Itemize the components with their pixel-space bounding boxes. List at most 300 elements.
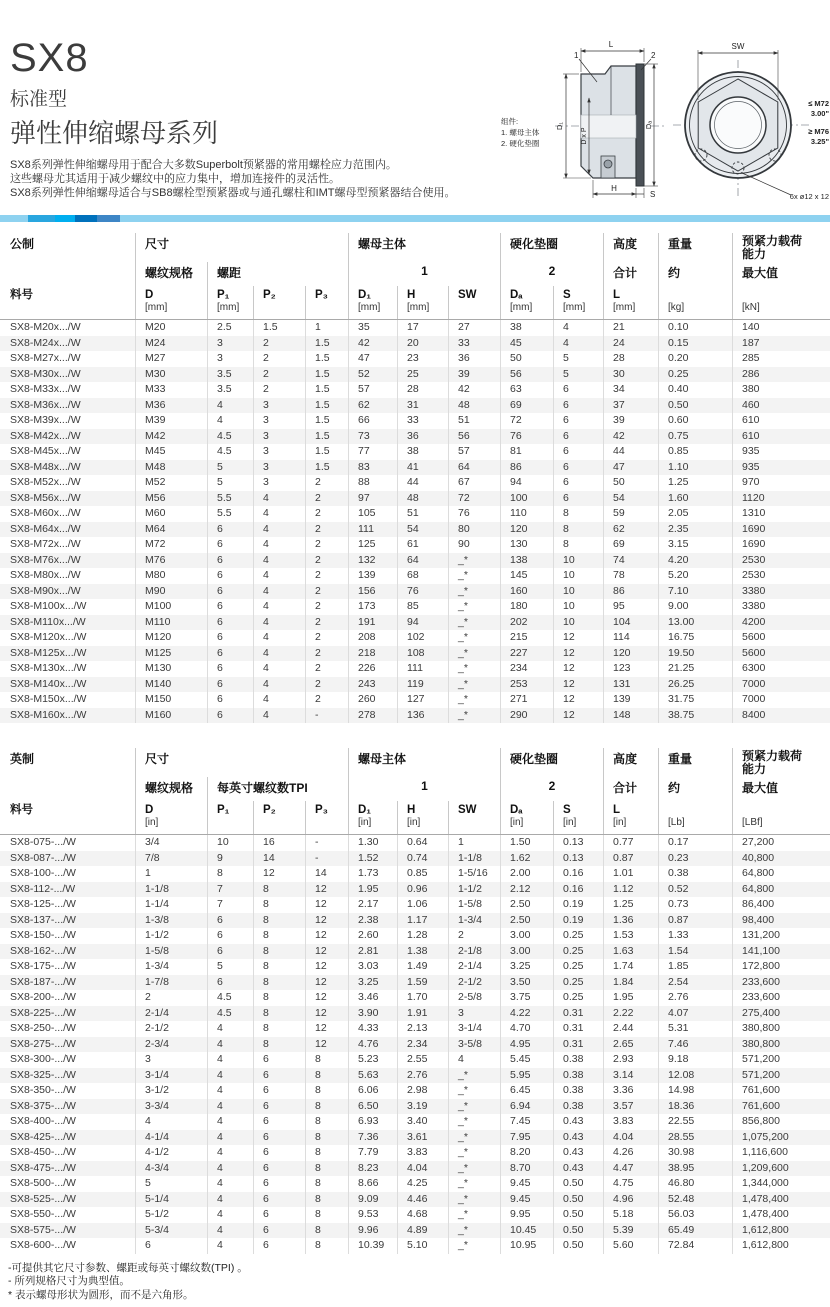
table-cell: 1-5/16 bbox=[448, 866, 500, 882]
table-row bbox=[0, 599, 830, 615]
part-number-cell: SX8-112-.../W bbox=[10, 882, 76, 895]
range-large-inch: 3.25" bbox=[810, 137, 829, 146]
table-cell: 6 bbox=[253, 1083, 305, 1099]
table-cell: 290 bbox=[500, 708, 553, 724]
table-cell: 9.53 bbox=[348, 1207, 397, 1223]
part-number-cell: SX8-M27x.../W bbox=[10, 352, 81, 364]
table-cell: 33 bbox=[448, 336, 500, 352]
table-row bbox=[0, 692, 830, 708]
table-cell: 3.83 bbox=[603, 1114, 658, 1130]
table-cell: 6 bbox=[253, 1114, 305, 1130]
table-cell: 57 bbox=[348, 382, 397, 398]
table-row bbox=[0, 866, 830, 882]
table-cell: 3.50 bbox=[500, 975, 553, 991]
table-cell: 2 bbox=[305, 646, 348, 662]
table-cell: 4.76 bbox=[348, 1037, 397, 1053]
table-cell: 47 bbox=[348, 351, 397, 367]
table-row bbox=[0, 615, 830, 631]
table-cell: 2.54 bbox=[658, 975, 732, 991]
diagram-legend-item-1: 1. 螺母主体 bbox=[501, 128, 540, 137]
group-washer: 硬化垫圈 bbox=[500, 748, 603, 777]
table-cell: 172,800 bbox=[732, 959, 830, 975]
table-row bbox=[0, 928, 830, 944]
table-cell: 38 bbox=[500, 320, 553, 336]
table-cell: 2.44 bbox=[603, 1021, 658, 1037]
table-cell: 12 bbox=[253, 866, 305, 882]
table-row bbox=[0, 584, 830, 600]
table-cell: 2-1/8 bbox=[448, 944, 500, 960]
table-cell: 108 bbox=[397, 646, 448, 662]
table-cell: 10 bbox=[553, 584, 603, 600]
table-cell: 8.70 bbox=[500, 1161, 553, 1177]
table-cell: 10 bbox=[553, 599, 603, 615]
group-washer: 硬化垫圈 bbox=[500, 233, 603, 262]
table-cell: 0.50 bbox=[553, 1223, 603, 1239]
table-cell: 156 bbox=[348, 584, 397, 600]
table-cell: 37 bbox=[603, 398, 658, 414]
diagram-legend-item-2: 2. 硬化垫圈 bbox=[501, 139, 540, 148]
table-cell: 7 bbox=[207, 897, 253, 913]
table-cell: 40,800 bbox=[732, 851, 830, 867]
table-cell: 54 bbox=[397, 522, 448, 538]
table-cell: 610 bbox=[732, 429, 830, 445]
table-cell: _* bbox=[448, 584, 500, 600]
range-small-label: ≤ M72 bbox=[808, 99, 829, 108]
accent-segment bbox=[55, 215, 75, 222]
table-row bbox=[0, 320, 830, 336]
dim-label-s: S bbox=[650, 190, 656, 199]
table-cell: 0.64 bbox=[397, 835, 448, 851]
subgroup-approx: 约 bbox=[658, 777, 732, 801]
table-cell: 6 bbox=[207, 928, 253, 944]
footnote: - 所列规格尺寸为典型值。 bbox=[8, 1275, 130, 1287]
table-cell: 8 bbox=[253, 1021, 305, 1037]
table-cell: 6.06 bbox=[348, 1083, 397, 1099]
table-cell: _* bbox=[448, 646, 500, 662]
table-cell: 4.04 bbox=[397, 1161, 448, 1177]
table-cell: 97 bbox=[348, 491, 397, 507]
table-cell: 856,800 bbox=[732, 1114, 830, 1130]
table-cell: 1.73 bbox=[348, 866, 397, 882]
table-cell: 2 bbox=[253, 336, 305, 352]
table-cell: 50 bbox=[500, 351, 553, 367]
table-cell: 4 bbox=[253, 677, 305, 693]
table-cell: 12 bbox=[305, 1021, 348, 1037]
table-cell: 0.77 bbox=[603, 835, 658, 851]
table-row bbox=[0, 568, 830, 584]
table-cell: 4 bbox=[207, 1223, 253, 1239]
table-cell: 69 bbox=[500, 398, 553, 414]
table-cell: 6 bbox=[207, 584, 253, 600]
table-cell: 21.25 bbox=[658, 661, 732, 677]
table-cell: 0.13 bbox=[553, 851, 603, 867]
table-row bbox=[0, 1037, 830, 1053]
table-cell: 12 bbox=[305, 1006, 348, 1022]
table-cell: 5 bbox=[553, 351, 603, 367]
front-view bbox=[673, 42, 829, 201]
table-cell: 3.00 bbox=[500, 928, 553, 944]
part-number-cell: SX8-M30x.../W bbox=[10, 367, 81, 380]
table-row bbox=[0, 413, 830, 429]
part-number-cell: SX8-M20x.../W bbox=[10, 321, 81, 333]
table-cell: 6 bbox=[207, 708, 253, 724]
footnote: * 表示螺母形状为圆形，而不是六角形。 bbox=[8, 1288, 194, 1301]
table-cell: 27,200 bbox=[732, 835, 830, 851]
table-cell: 935 bbox=[732, 460, 830, 476]
table-cell: 1.10 bbox=[658, 460, 732, 476]
table-cell: 9.45 bbox=[500, 1192, 553, 1208]
table-cell: 8 bbox=[253, 1006, 305, 1022]
table-cell: 0.50 bbox=[553, 1238, 603, 1254]
table-row bbox=[0, 1176, 830, 1192]
table-cell: 3-3/4 bbox=[135, 1099, 207, 1115]
table-cell: 42 bbox=[448, 382, 500, 398]
subgroup-total: 合计 bbox=[603, 777, 658, 801]
table-cell: 1-1/8 bbox=[448, 851, 500, 867]
table-row bbox=[0, 1238, 830, 1254]
table-cell: 139 bbox=[603, 692, 658, 708]
table-cell: 1690 bbox=[732, 537, 830, 553]
table-cell: 136 bbox=[397, 708, 448, 724]
table-cell: 62 bbox=[348, 398, 397, 414]
table-cell: 48 bbox=[397, 491, 448, 507]
table-cell: 39 bbox=[448, 367, 500, 383]
table-cell: 5-1/4 bbox=[135, 1192, 207, 1208]
table-cell: M110 bbox=[135, 615, 207, 631]
part-number-cell: SX8-100-.../W bbox=[10, 867, 76, 879]
table-cell: 34 bbox=[603, 382, 658, 398]
table-cell: 4 bbox=[253, 661, 305, 677]
table-cell: 2-1/2 bbox=[448, 975, 500, 991]
table-cell: 2.76 bbox=[397, 1068, 448, 1084]
dim-label-d1: D₁ bbox=[555, 122, 564, 130]
table-cell: 2 bbox=[305, 615, 348, 631]
table-cell: 6 bbox=[207, 661, 253, 677]
table-cell: M48 bbox=[135, 460, 207, 476]
table-cell: 5.39 bbox=[603, 1223, 658, 1239]
table-cell: 72 bbox=[500, 413, 553, 429]
table-cell: 2 bbox=[305, 522, 348, 538]
table-cell: 74 bbox=[603, 553, 658, 569]
subgroup-max: 最大值 bbox=[732, 777, 830, 801]
table-cell: 6 bbox=[553, 398, 603, 414]
table-cell: 1.5 bbox=[305, 444, 348, 460]
part-number-cell: SX8-475-.../W bbox=[10, 1161, 76, 1174]
table-cell: 2 bbox=[135, 990, 207, 1006]
holes-callout: 6x ø12 x 12 bbox=[789, 192, 829, 201]
table-cell: 83 bbox=[348, 460, 397, 476]
table-cell: 8 bbox=[253, 975, 305, 991]
table-cell: 233,600 bbox=[732, 975, 830, 991]
table-cell: 3-1/2 bbox=[135, 1083, 207, 1099]
table-cell: 98,400 bbox=[732, 913, 830, 929]
table-cell: 63 bbox=[500, 382, 553, 398]
table-cell: 16 bbox=[253, 835, 305, 851]
table-cell: 1.49 bbox=[397, 959, 448, 975]
table-cell: 761,600 bbox=[732, 1099, 830, 1115]
table-row bbox=[0, 1021, 830, 1037]
table-cell: 5.45 bbox=[500, 1052, 553, 1068]
table-cell: 8 bbox=[253, 897, 305, 913]
table-cell: 3.90 bbox=[348, 1006, 397, 1022]
table-cell: 47 bbox=[603, 460, 658, 476]
table-cell: 1.85 bbox=[658, 959, 732, 975]
table-cell: 2.55 bbox=[397, 1052, 448, 1068]
table-cell: 73 bbox=[348, 429, 397, 445]
table-cell: 72 bbox=[448, 491, 500, 507]
col-sw: SW bbox=[448, 801, 500, 834]
table-cell: 1.74 bbox=[603, 959, 658, 975]
table-cell: 12 bbox=[305, 913, 348, 929]
subgroup-thread-spec: 螺纹规格 bbox=[135, 777, 207, 801]
table-cell: 2 bbox=[253, 382, 305, 398]
table-cell: 4 bbox=[553, 336, 603, 352]
table-cell: 88 bbox=[348, 475, 397, 491]
part-number-cell: SX8-162-.../W bbox=[10, 944, 76, 957]
table-cell: _* bbox=[448, 677, 500, 693]
table-cell: 1.5 bbox=[305, 413, 348, 429]
table-cell: 6 bbox=[253, 1238, 305, 1254]
callout-2: 2 bbox=[651, 51, 656, 60]
part-number-cell: SX8-M36x.../W bbox=[10, 398, 81, 411]
table-row bbox=[0, 959, 830, 975]
dim-label-da: Dₐ bbox=[644, 120, 653, 130]
table-cell: 761,600 bbox=[732, 1083, 830, 1099]
group-height: 高度 bbox=[603, 233, 658, 262]
table-cell: 4-1/4 bbox=[135, 1130, 207, 1146]
table-cell: 2 bbox=[448, 928, 500, 944]
subgroup-pitch: 螺距 bbox=[207, 262, 348, 286]
table-cell: 0.50 bbox=[553, 1192, 603, 1208]
table-cell: 3 bbox=[253, 444, 305, 460]
table-cell: 5.63 bbox=[348, 1068, 397, 1084]
imperial-table bbox=[0, 743, 830, 1254]
table-cell: 5 bbox=[207, 460, 253, 476]
accent-segment bbox=[0, 215, 28, 222]
table-cell: 243 bbox=[348, 677, 397, 693]
table-cell: _* bbox=[448, 1130, 500, 1146]
table-cell: 3.83 bbox=[397, 1145, 448, 1161]
table-cell: 12 bbox=[305, 882, 348, 898]
table-cell: 3.19 bbox=[397, 1099, 448, 1115]
table-cell: 76 bbox=[448, 506, 500, 522]
table-cell: 3.75 bbox=[500, 990, 553, 1006]
table-cell: 1-5/8 bbox=[135, 944, 207, 960]
table-cell: 0.25 bbox=[658, 367, 732, 383]
table-cell: 7 bbox=[207, 882, 253, 898]
table-cell: 50 bbox=[603, 475, 658, 491]
table-cell: 2 bbox=[305, 553, 348, 569]
table-cell: 5-3/4 bbox=[135, 1223, 207, 1239]
table-cell: 6300 bbox=[732, 661, 830, 677]
table-cell: _* bbox=[448, 1099, 500, 1115]
table-cell: 110 bbox=[500, 506, 553, 522]
table-cell: 380 bbox=[732, 382, 830, 398]
table-cell: 132 bbox=[348, 553, 397, 569]
part-number-cell: SX8-137-.../W bbox=[10, 913, 76, 926]
table-cell: 4.20 bbox=[658, 553, 732, 569]
table-row bbox=[0, 1083, 830, 1099]
table-cell: 0.43 bbox=[553, 1161, 603, 1177]
table-cell: 1.50 bbox=[500, 835, 553, 851]
table-row bbox=[0, 990, 830, 1006]
table-cell: 4.26 bbox=[603, 1145, 658, 1161]
table-cell: 120 bbox=[500, 522, 553, 538]
table-cell: 44 bbox=[397, 475, 448, 491]
table-cell: 1,612,800 bbox=[732, 1223, 830, 1239]
table-cell: 6 bbox=[207, 599, 253, 615]
table-cell: 1-3/4 bbox=[448, 913, 500, 929]
table-cell: 8 bbox=[553, 522, 603, 538]
table-cell: 4.5 bbox=[207, 444, 253, 460]
table-cell: 62 bbox=[603, 522, 658, 538]
table-cell: 7.95 bbox=[500, 1130, 553, 1146]
table-cell: - bbox=[305, 851, 348, 867]
table-cell: 64 bbox=[397, 553, 448, 569]
table-cell: 36 bbox=[448, 351, 500, 367]
table-cell: 6 bbox=[553, 491, 603, 507]
col-kn: [kN] bbox=[732, 286, 830, 319]
part-number-cell: SX8-600-.../W bbox=[10, 1239, 76, 1251]
table-cell: 7.10 bbox=[658, 584, 732, 600]
table-cell: 3-1/4 bbox=[448, 1021, 500, 1037]
table-row bbox=[0, 1052, 830, 1068]
table-cell: 1.06 bbox=[397, 897, 448, 913]
table-cell: 35 bbox=[348, 320, 397, 336]
table-cell: 1.28 bbox=[397, 928, 448, 944]
table-cell: 77 bbox=[348, 444, 397, 460]
table-cell: 0.50 bbox=[658, 398, 732, 414]
table-cell: 4.5 bbox=[207, 990, 253, 1006]
table-cell: 56 bbox=[500, 367, 553, 383]
table-cell: 0.38 bbox=[658, 866, 732, 882]
part-number-cell: SX8-275-.../W bbox=[10, 1037, 76, 1050]
table-cell: 4.22 bbox=[500, 1006, 553, 1022]
table-cell: 20 bbox=[397, 336, 448, 352]
table-cell: 8 bbox=[207, 866, 253, 882]
table-cell: 65.49 bbox=[658, 1223, 732, 1239]
table-cell: 2.76 bbox=[658, 990, 732, 1006]
subgroup-thread-spec: 螺纹规格 bbox=[135, 262, 207, 286]
table-cell: 45 bbox=[500, 336, 553, 352]
table-cell: 0.50 bbox=[553, 1176, 603, 1192]
col-d: D [mm] bbox=[135, 286, 207, 319]
table-cell: 260 bbox=[348, 692, 397, 708]
table-cell: M52 bbox=[135, 475, 207, 491]
table-cell: 10 bbox=[207, 835, 253, 851]
table-cell: 187 bbox=[732, 336, 830, 352]
table-cell: 2.93 bbox=[603, 1052, 658, 1068]
subgroup-total: 合计 bbox=[603, 262, 658, 286]
table-cell: 1.5 bbox=[305, 336, 348, 352]
table-cell: 141,100 bbox=[732, 944, 830, 960]
group-weight: 重量 bbox=[658, 748, 732, 777]
col-p2: P₂ bbox=[253, 801, 305, 834]
table-cell: 30 bbox=[603, 367, 658, 383]
table-cell: 95 bbox=[603, 599, 658, 615]
table-cell: 6 bbox=[253, 1161, 305, 1177]
part-number-cell: SX8-450-.../W bbox=[10, 1146, 76, 1158]
table-cell: 1,075,200 bbox=[732, 1130, 830, 1146]
subgroup-max: 最大值 bbox=[732, 262, 830, 286]
table-row bbox=[0, 646, 830, 662]
col-lb: [Lb] bbox=[658, 801, 732, 834]
part-number-cell: SX8-M120x.../W bbox=[10, 631, 87, 643]
table-cell: 111 bbox=[348, 522, 397, 538]
table-cell: 0.38 bbox=[553, 1052, 603, 1068]
dim-label-h: H bbox=[611, 184, 617, 193]
part-number-cell: SX8-M76x.../W bbox=[10, 553, 81, 566]
table-row bbox=[0, 398, 830, 414]
table-cell: 4 bbox=[207, 1145, 253, 1161]
table-cell: 12 bbox=[553, 708, 603, 724]
table-cell: _* bbox=[448, 1238, 500, 1254]
table-cell: 1.62 bbox=[500, 851, 553, 867]
table-cell: 1.54 bbox=[658, 944, 732, 960]
table-cell: 111 bbox=[397, 661, 448, 677]
table-cell: 4.07 bbox=[658, 1006, 732, 1022]
table-cell: 4 bbox=[253, 522, 305, 538]
table-cell: 48 bbox=[448, 398, 500, 414]
table-cell: 2.5 bbox=[207, 320, 253, 336]
table-cell: 102 bbox=[397, 630, 448, 646]
table-cell: 51 bbox=[397, 506, 448, 522]
table-cell: 208 bbox=[348, 630, 397, 646]
table-cell: 1.25 bbox=[603, 897, 658, 913]
table-cell: 1.60 bbox=[658, 491, 732, 507]
table-cell: 2 bbox=[305, 584, 348, 600]
table-cell: 4.70 bbox=[500, 1021, 553, 1037]
table-cell: 6 bbox=[207, 522, 253, 538]
table-cell: 2 bbox=[305, 506, 348, 522]
table-cell: 4 bbox=[253, 708, 305, 724]
table-cell: M80 bbox=[135, 568, 207, 584]
table-cell: 3380 bbox=[732, 599, 830, 615]
table-cell: 2 bbox=[305, 537, 348, 553]
page-title: SX8 bbox=[10, 36, 89, 80]
part-number-cell: SX8-187-.../W bbox=[10, 975, 76, 988]
table-cell: - bbox=[305, 708, 348, 724]
table-cell: 28.55 bbox=[658, 1130, 732, 1146]
table-cell: 0.85 bbox=[658, 444, 732, 460]
col-h: H [in] bbox=[397, 801, 448, 834]
table-cell: 139 bbox=[348, 568, 397, 584]
table-cell: 12 bbox=[553, 661, 603, 677]
table-cell: 1310 bbox=[732, 506, 830, 522]
table-row bbox=[0, 336, 830, 352]
table-cell: 4 bbox=[253, 568, 305, 584]
table-cell: 10 bbox=[553, 568, 603, 584]
table-cell: 0.25 bbox=[553, 928, 603, 944]
table-cell: 970 bbox=[732, 475, 830, 491]
table-cell: 39 bbox=[603, 413, 658, 429]
table-cell: 68 bbox=[397, 568, 448, 584]
part-number-cell: SX8-M52x.../W bbox=[10, 476, 81, 488]
table-cell: 24 bbox=[603, 336, 658, 352]
col-kg: [kg] bbox=[658, 286, 732, 319]
col-l: L [mm] bbox=[603, 286, 658, 319]
table-row bbox=[0, 506, 830, 522]
table-cell: 5.31 bbox=[658, 1021, 732, 1037]
table-cell: 226 bbox=[348, 661, 397, 677]
table-cell: _* bbox=[448, 1176, 500, 1192]
part-number-cell: SX8-325-.../W bbox=[10, 1068, 76, 1081]
table-cell: 4 bbox=[207, 398, 253, 414]
table-cell: 17 bbox=[397, 320, 448, 336]
table-cell: _* bbox=[448, 1145, 500, 1161]
table-cell: 1.36 bbox=[603, 913, 658, 929]
table-cell: 1-3/4 bbox=[135, 959, 207, 975]
